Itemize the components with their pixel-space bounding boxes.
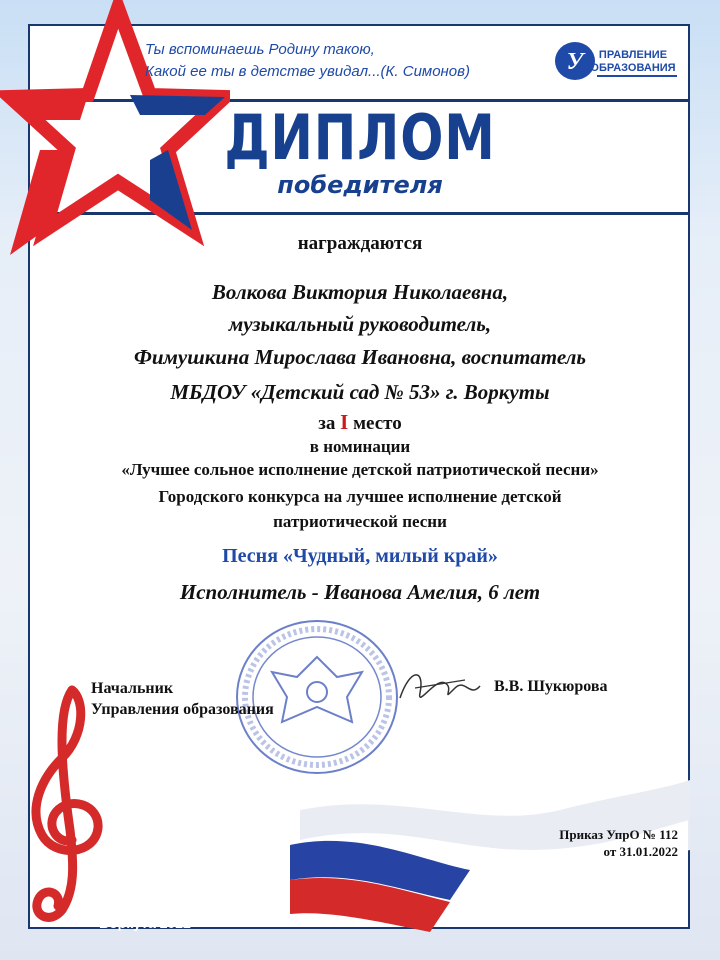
awarded-label: награждаются [297,233,423,254]
place-prefix: за [318,413,341,434]
education-department-logo [553,40,683,82]
contest-line-2: патриотической песни [273,512,447,531]
position-line-2: Управления образования [91,701,274,718]
svg-text:У: У [566,49,584,75]
order-line-1: Приказ УпрО № 112 [559,827,678,842]
recipient-1-role: музыкальный руководитель, [228,312,492,336]
page-title: ДИПЛОМ [224,101,496,174]
order-reference [480,826,678,860]
place-roman: I [340,410,349,434]
logo-text-line-2: ОБРАЗОВАНИЯ [590,62,676,74]
treble-clef-icon [10,680,120,940]
quote-line-1: Ты вспоминаешь Родину такою, [145,41,375,58]
position-line-1: Начальник [91,680,174,697]
place-line [200,410,520,435]
epigraph-quote [145,39,545,83]
page-subtitle: победителя [277,171,443,199]
nomination-label: в номинации [309,437,411,456]
performer: Исполнитель - Иванова Амелия, 6 лет [179,580,541,604]
institution: МБДОУ «Детский сад № 53» г. Воркуты [170,380,550,404]
nomination: «Лучшее сольное исполнение детской патриотической песни» [121,460,599,479]
signatory-name: В.В. Шукюрова [494,678,608,695]
footer-city-year: Воркута 2022 [99,915,191,931]
place-suffix: место [348,413,402,434]
recipient-1: Волкова Виктория Николаевна, [211,280,509,304]
recipient-2: Фимушкина Мирослава Ивановна, воспитатель [133,345,587,369]
contest-line-1: Городского конкурса на лучшее исполнение детской [158,487,562,506]
song-title: Песня «Чудный, милый край» [222,545,498,567]
order-line-2: от 31.01.2022 [603,844,678,859]
quote-line-2: Какой ее ты в детстве увидал...(К. Симонов) [145,63,470,80]
logo-text-line-1: ПРАВЛЕНИЕ [598,49,668,61]
